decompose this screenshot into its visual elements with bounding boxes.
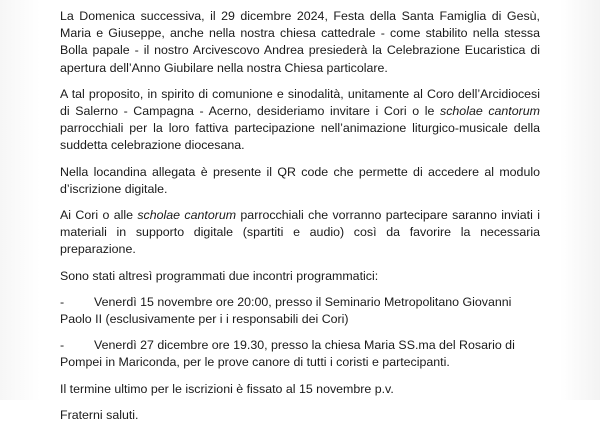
italic-term: scholae cantorum — [440, 104, 540, 119]
bullet-dash: - — [60, 338, 65, 353]
paragraph-materials — [60, 207, 540, 259]
paragraph-text: Sono stati altresì programmati due incontri programmatici: — [60, 268, 379, 283]
italic-term: scholae cantorum — [137, 208, 237, 223]
paragraph-greeting — [60, 407, 540, 424]
paragraph-text: La Domenica successiva, il 29 dicembre 2024, Festa della Santa Famiglia di Gesù, Maria e Giuseppe, anche nella nostra chiesa cattedrale - come stabilito nella stessa Bolla papale - il nostro Arcivescovo Andrea presiederà la Celebrazione Eucaristica di apertura dell’Anno Giubilare nella nostra Chiesa particolare. — [60, 9, 540, 75]
paragraph-text: Nella locandina allegata è presente il QR code che permette di accedere al modulo d’iscrizione digitale. — [60, 164, 540, 196]
paragraph-text: Il termine ultimo per le iscrizioni è fissato al 15 novembre p.v. — [60, 381, 394, 396]
paragraph-text: Ai Cori o alle — [60, 208, 138, 223]
list-item-text: Venerdì 27 dicembre ore 19.30, presso la chiesa Maria SS.ma del Rosario di Pompei in Mariconda, per le prove canore di tutti i coristi e partecipanti. — [60, 338, 515, 370]
paragraph-meetings-intro — [60, 268, 540, 285]
paragraph-qr-code — [60, 164, 540, 198]
paragraph-jubilee-opening — [60, 8, 540, 77]
paragraph-text: parrocchiali per la loro fattiva partecipazione nell’animazione liturgico-musicale della suddetta celebrazione diocesana. — [60, 121, 540, 153]
paragraph-choir-invitation — [60, 86, 540, 155]
list-item-meeting-2 — [60, 337, 540, 371]
paragraph-text: A tal proposito, in spirito di comunione e sinodalità, unitamente al Coro dell’Arcidiocesi di Salerno - Campagna - Acerno, desideriamo invitare i Cori o le — [60, 86, 540, 119]
list-item-text: Venerdì 15 novembre ore 20:00, presso il Seminario Metropolitano Giovanni Paolo II (esclusivamente per i i responsabili dei Cori) — [60, 294, 512, 327]
paragraph-text: Fraterni saluti. — [60, 407, 139, 422]
bullet-dash: - — [60, 294, 65, 309]
document-body — [60, 8, 540, 433]
list-item-meeting-1 — [60, 294, 540, 328]
paragraph-deadline — [60, 381, 540, 398]
paragraph-text: parrocchiali che vorranno partecipare saranno inviati i materiali in supporto digitale (spartiti e audio) così da favorire la necessaria preparazione. — [60, 208, 540, 257]
